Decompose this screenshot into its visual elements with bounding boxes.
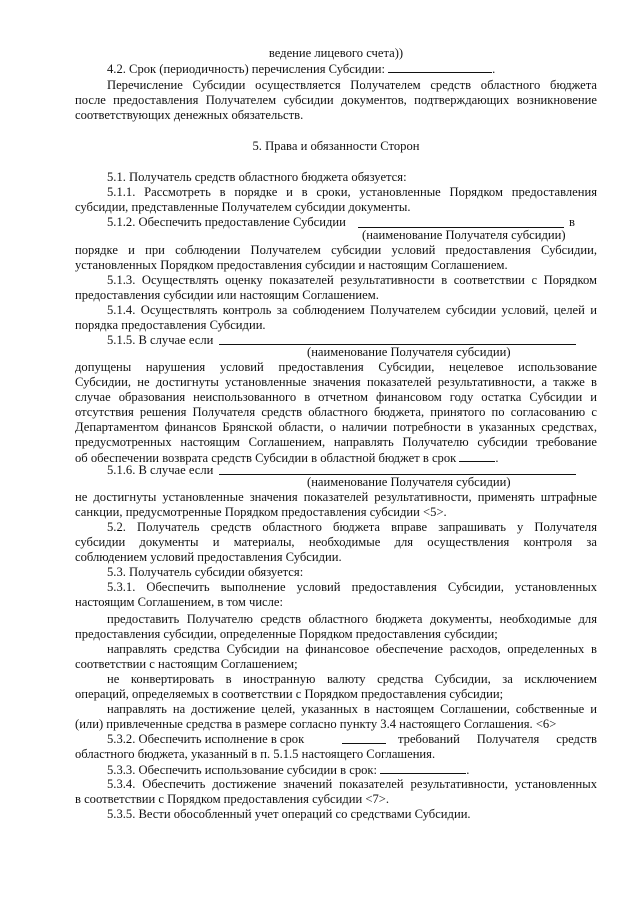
text-line: не достигнуты установленные значения показателей результативности, применять штрафные bbox=[75, 490, 597, 504]
text-line: предоставления субсидии или настоящим Соглашением. bbox=[75, 288, 379, 302]
field-caption: (наименование Получателя субсидии) bbox=[307, 475, 511, 489]
text-line: (или) привлеченные средства в размере согласно пункту 3.4 настоящего Соглашения. <6> bbox=[75, 717, 557, 731]
text-line: 5.3.1. Обеспечить выполнение условий предоставления Субсидии, установленных bbox=[107, 580, 597, 594]
text-line: субсидии, представленные Получателем субсидии документы. bbox=[75, 200, 411, 214]
text-line: отсутствия решения Получателя средств областного бюджета, принятого по согласованию с bbox=[75, 405, 597, 419]
text-fragment: в bbox=[569, 215, 575, 229]
text-line: 4.2. Срок (периодичность) перечисления Субсидии: . bbox=[107, 62, 496, 76]
text-fragment: 5.3.3. Обеспечить использование субсидии в срок: bbox=[107, 763, 378, 777]
text-fragment: 5.1.2. Обеспечить предоставление Субсидии bbox=[107, 215, 346, 229]
text-fragment: требований Получателя средств bbox=[398, 732, 597, 746]
text-line: 5.1. Получатель средств областного бюджета обязуется: bbox=[107, 170, 407, 184]
text-line: не конвертировать в иностранную валюту средства Субсидии, за исключением bbox=[107, 672, 597, 686]
text-fragment: 5.3.2. Обеспечить исполнение в срок bbox=[107, 732, 305, 746]
field-caption: (наименование Получателя субсидии) bbox=[307, 345, 511, 359]
text-line: 5.1.1. Рассмотреть в порядке и в сроки, установленные Порядком предоставления bbox=[107, 185, 597, 199]
text-line: предусмотренных настоящим Соглашением, направлять Получателю субсидии требование bbox=[75, 435, 597, 449]
text-line: направлять средства Субсидии на финансовое обеспечение расходов, определенных в bbox=[107, 642, 597, 656]
text-fragment: 4.2. Срок (периодичность) перечисления Субсидии: bbox=[107, 62, 386, 76]
text-fragment: . bbox=[466, 763, 470, 777]
text-line: 5.1.3. Осуществлять оценку показателей результативности в соответствии с Порядком bbox=[107, 273, 597, 287]
text-line: предоставления субсидии, определенные Порядком предоставления субсидии; bbox=[75, 627, 498, 641]
text-line: ведение лицевого счета)) bbox=[268, 46, 404, 60]
blank-line bbox=[459, 450, 495, 462]
text-line: 5.2. Получатель средств областного бюджета вправе запрашивать у Получателя bbox=[107, 520, 597, 534]
text-line: соответствующих денежных обязательств. bbox=[75, 108, 304, 122]
field-caption: (наименование Получателя субсидии) bbox=[362, 228, 566, 242]
text-line: Субсидии, не достигнуты установленные значения показателей результативности, а также в bbox=[75, 375, 597, 389]
text-line: областного бюджета, указанный в п. 5.1.5 настоящего Соглашения. bbox=[75, 747, 436, 761]
text-line: порядка предоставления Субсидии. bbox=[75, 318, 266, 332]
text-line: после предоставления Получателем субсидии документов, подтверждающих возникновение bbox=[75, 93, 597, 107]
text-line: соблюдением условий предоставления Субсидии. bbox=[75, 550, 342, 564]
text-line: Перечисление Субсидии осуществляется Получателем средств областного бюджета bbox=[107, 78, 597, 92]
text-line bbox=[107, 762, 597, 777]
text-fragment: об обеспечении возврата средств Субсидии в областной бюджет в срок bbox=[75, 451, 457, 465]
text-line: установленных Порядком предоставления субсидии и настоящим Соглашением. bbox=[75, 258, 508, 272]
text-line: в соответствии с Порядком предоставления субсидии <7>. bbox=[75, 792, 390, 806]
blank-line bbox=[388, 61, 492, 73]
text-line: порядке и при соблюдении Получателем субсидии условий предоставления Субсидии, bbox=[75, 243, 597, 257]
text-line: субсидии документы и материалы, необходимые для осуществления контроля за bbox=[75, 535, 597, 549]
text-line: санкции, предусмотренные Порядком предоставления субсидии <5>. bbox=[75, 505, 447, 519]
text-line: допущены нарушения условий предоставления Субсидии, нецелевое использование bbox=[75, 360, 597, 374]
text-line: операций, определяемых в соответствии с Порядком предоставления субсидии; bbox=[75, 687, 504, 701]
text-fragment: . bbox=[495, 451, 499, 465]
text-line: соответствии с настоящим Соглашением; bbox=[75, 657, 298, 671]
text-line: 5.3.4. Обеспечить достижение значений показателей результативности, установленных bbox=[107, 777, 597, 791]
blank-line bbox=[342, 743, 386, 744]
text-line: предоставить Получателю средств областного бюджета документы, необходимые для bbox=[107, 612, 597, 626]
blank-line bbox=[380, 762, 466, 774]
text-fragment: 5.1.5. В случае если bbox=[107, 333, 214, 347]
text-line: случае образования неиспользованного в отчетном финансовом году остатка Субсидии и bbox=[75, 390, 597, 404]
text-line: Департаментом финансов Брянской области, о наличии потребности в указанных средствах, bbox=[75, 420, 597, 434]
text-line: 5.1.4. Осуществлять контроль за соблюдением Получателем субсидии условий, целей и bbox=[107, 303, 597, 317]
text-line: настоящим Соглашением, в том числе: bbox=[75, 595, 284, 609]
text-line: 5.3. Получатель субсидии обязуется: bbox=[107, 565, 304, 579]
text-line: направлять на достижение целей, указанных в настоящем Соглашении, собственные и bbox=[107, 702, 597, 716]
text-fragment: 5.1.6. В случае если bbox=[107, 463, 214, 477]
section-title: 5. Права и обязанности Сторон bbox=[252, 139, 420, 153]
text-line: 5.3.5. Вести обособленный учет операций со средствами Субсидии. bbox=[107, 807, 471, 821]
